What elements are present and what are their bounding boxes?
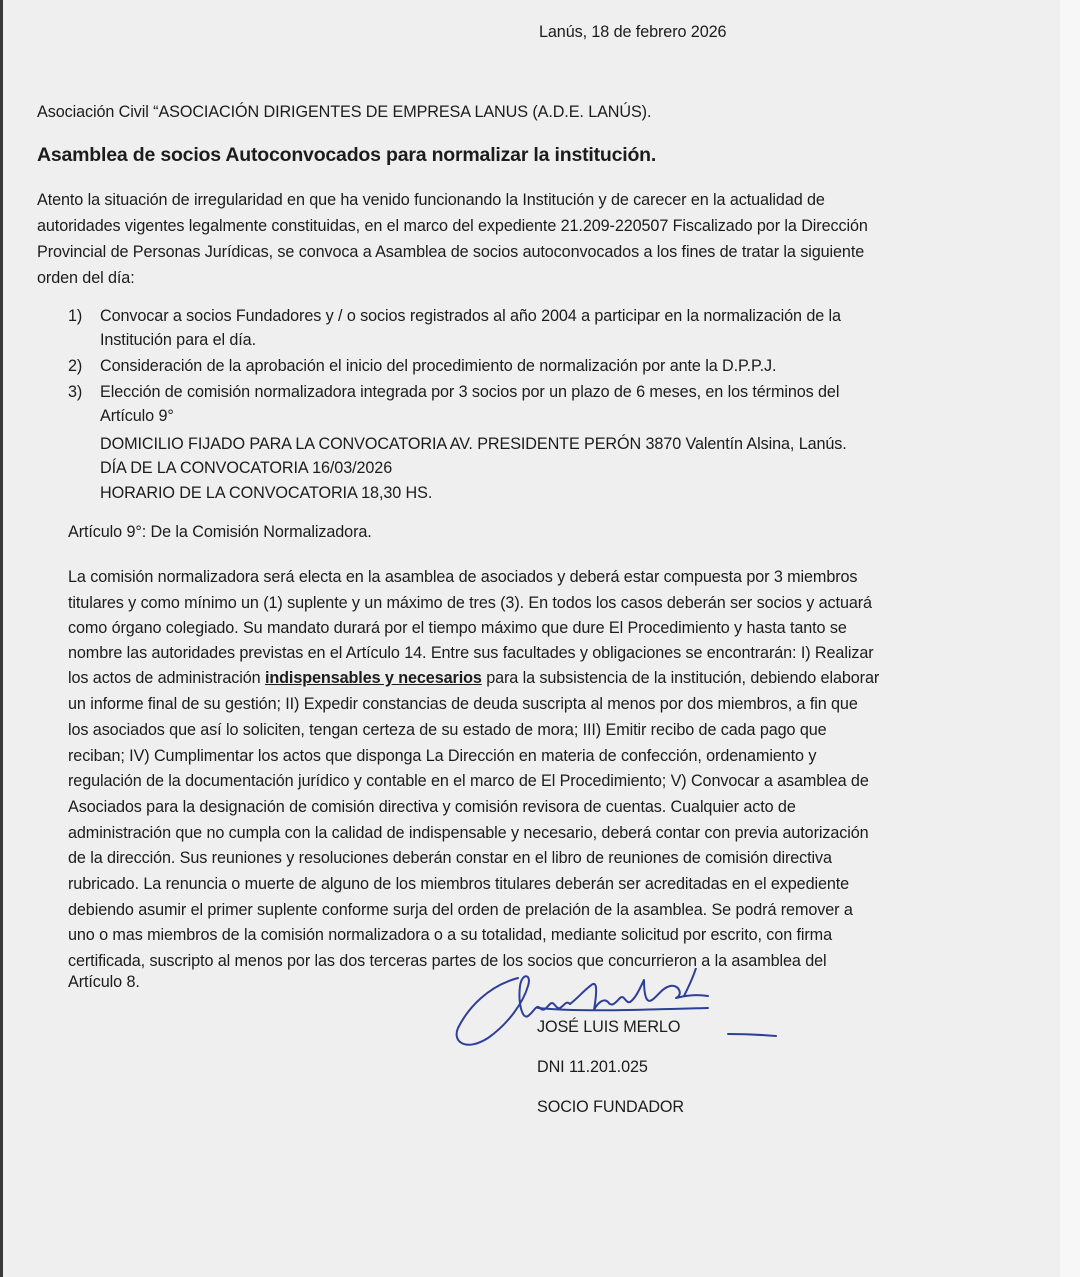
date-line: Lanús, 18 de febrero 2026 [539, 23, 727, 41]
article-line: un informe final de su gestión; II) Expedir constancias de deuda suscripta al menos por dos miembros, a fin que [68, 695, 858, 713]
page-margin [1060, 0, 1080, 1277]
article-line: de la dirección. Sus reuniones y resoluciones deberán constar en el libro de reuniones de comisión directiva [68, 849, 832, 867]
intro-line: autoridades vigentes legalmente constituidas, en el marco del expediente 21.209-220507 Fiscalizado por la Dirección [37, 217, 868, 235]
article-line: regulación de la documentación jurídico y contable en el marco de El Procedimiento; V) Convocar a asamblea de [68, 772, 869, 790]
agenda-number: 1) [68, 307, 83, 325]
article-heading: Artículo 9°: De la Comisión Normalizadora. [68, 523, 372, 541]
article-line: certificada, suscripto al menos por las dos terceras partes de los socios que concurrieron a la asamblea del [68, 952, 827, 970]
signer-dni: DNI 11.201.025 [537, 1058, 648, 1076]
article-text: para la subsistencia de la institución, debiendo elaborar [481, 669, 880, 687]
article-text: los actos de administración [68, 669, 265, 687]
convocatoria-horario: HORARIO DE LA CONVOCATORIA 18,30 HS. [100, 484, 433, 502]
agenda-item-line: Consideración de la aprobación el inicio del procedimiento de normalización por ante la D.P.P.J. [100, 357, 777, 375]
agenda-item-line: Convocar a socios Fundadores y / o socios registrados al año 2004 a participar en la normalización de la [100, 307, 841, 325]
document-title: Asamblea de socios Autoconvocados para normalizar la institución. [37, 144, 657, 166]
article-line: nombre las autoridades previstas en el Artículo 14. Entre sus facultades y obligaciones se encontrarán: I) Realizar [68, 644, 874, 662]
article-line: debiendo asumir el primer suplente conforme surja del orden de prelación de la asamblea. Se podrá remover a [68, 901, 853, 919]
agenda-number: 2) [68, 357, 83, 375]
convocatoria-domicilio: DOMICILIO FIJADO PARA LA CONVOCATORIA AV. PRESIDENTE PERÓN 3870 Valentín Alsina, Lanús. [100, 435, 847, 453]
agenda-item-line: Institución para el día. [100, 331, 256, 349]
article-line: uno o mas miembros de la comisión normalizadora o a su totalidad, mediante solicitud por escrito, con firma [68, 926, 832, 944]
intro-line: Atento la situación de irregularidad en que ha venido funcionando la Institución y de carecer en la actualidad de [37, 191, 825, 209]
agenda-item-line: Elección de comisión normalizadora integrada por 3 socios por un plazo de 6 meses, en los términos del [100, 383, 840, 401]
handwritten-signature [448, 968, 778, 1058]
article-line: administración que no cumpla con la calidad de indispensable y necesario, deberá contar con previa autorización [68, 824, 869, 842]
article-line: rubricado. La renuncia o muerte de alguno de los miembros titulares deberán ser acreditadas en el expediente [68, 875, 850, 893]
article-line: como órgano colegiado. Su mandato durará por el tiempo máximo que dure El Procedimiento y hasta tanto se [68, 619, 847, 637]
signer-name: JOSÉ LUIS MERLO [537, 1018, 681, 1036]
article-line [68, 668, 879, 688]
article-line: titulares y como mínimo un (1) suplente y un máximo de tres (3). En todos los casos deberán ser socios y actuará [68, 594, 872, 612]
convocatoria-dia: DÍA DE LA CONVOCATORIA 16/03/2026 [100, 459, 393, 477]
article-line: los asociados que así lo soliciten, tengan certeza de su estado de mora; III) Emitir recibo de cada pago que [68, 721, 827, 739]
signer-role: SOCIO FUNDADOR [537, 1098, 684, 1116]
agenda-item-line: Artículo 9° [100, 407, 174, 425]
article-line: Artículo 8. [68, 973, 140, 991]
article-line: Asociados para la designación de comisión directiva y comisión revisora de cuentas. Cualquier acto de [68, 798, 796, 816]
article-line: La comisión normalizadora será electa en la asamblea de asociados y deberá estar compuesta por 3 miembros [68, 568, 858, 586]
article-line: reciban; IV) Cumplimentar los actos que disponga La Dirección en materia de confección, ordenamiento y [68, 747, 817, 765]
intro-line: Provincial de Personas Jurídicas, se convoca a Asamblea de socios autoconvocados a los fines de tratar la siguiente [37, 243, 865, 261]
intro-line: orden del día: [37, 269, 135, 287]
addressee: Asociación Civil “ASOCIACIÓN DIRIGENTES DE EMPRESA LANUS (A.D.E. LANÚS). [37, 103, 652, 121]
emphasized-text: indispensables y necesarios [264, 669, 482, 687]
agenda-number: 3) [68, 383, 83, 401]
